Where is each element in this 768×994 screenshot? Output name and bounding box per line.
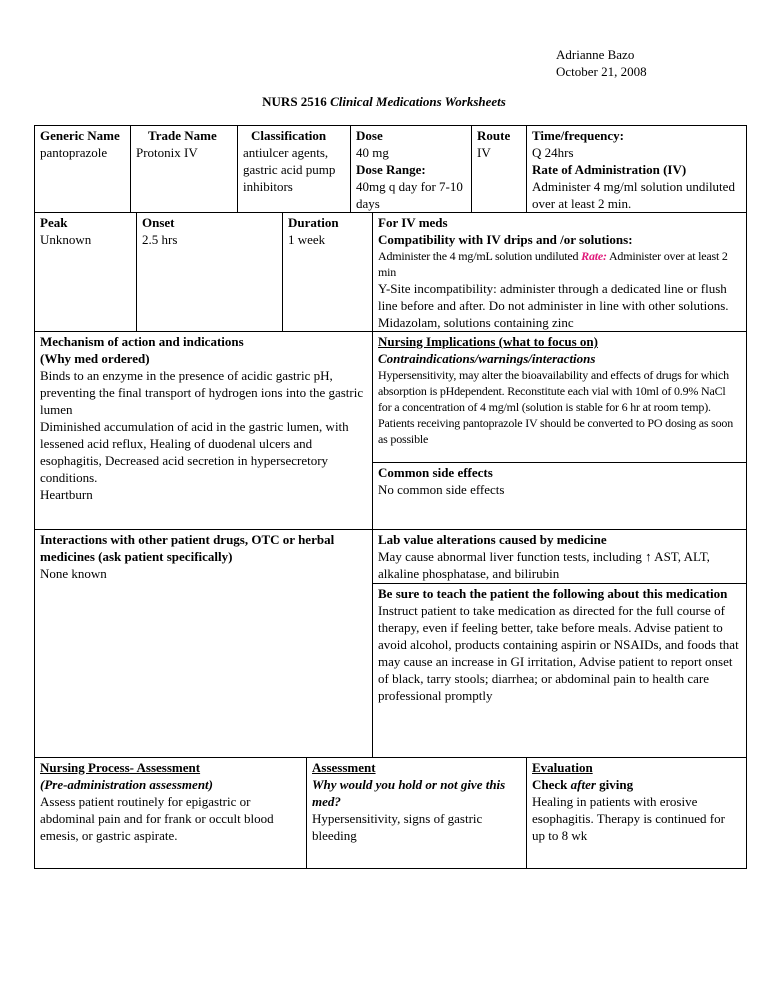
eval-sub2: giving <box>595 777 634 792</box>
peak-label: Peak <box>40 215 68 230</box>
trade-label: Trade Name <box>148 128 217 143</box>
route-cell <box>471 125 527 213</box>
page-title <box>0 93 768 110</box>
generic-name-cell <box>34 125 131 213</box>
time-value: Q 24hrs <box>532 145 574 160</box>
generic-label: Generic Name <box>40 128 120 143</box>
interactions-cell <box>34 529 373 758</box>
title-course: NURS 2516 <box>262 94 327 109</box>
route-value: IV <box>477 145 491 160</box>
eval-text: Healing in patients with erosive esophagitis. Therapy is continued for up to 8 wk <box>532 794 725 843</box>
mech-text: Binds to an enzyme in the presence of acidic gastric pH, preventing the final transport of hydrogen ions into the gastric lumen <box>40 368 364 417</box>
compat-text1: Administer the 4 mg/mL solution undiluted <box>378 249 582 263</box>
teach-text: Instruct patient to take medication as directed for the full course of therapy, even if feeling better, take before meals. Advise patient to avoid alcohol, products containing aspirin or NSAIDs, and foods that may cause an increase in GI irritation, Advise patient to report onset of black, tarry stools; diarrhea; or abdominal pain to health care professional promptly <box>378 603 739 703</box>
assess-sub: Why would you hold or not give this med? <box>312 777 506 809</box>
mech-text3: Heartburn <box>40 487 93 502</box>
assessment-cell <box>306 757 527 869</box>
eval-sub-after: after <box>570 777 596 792</box>
np-text: Assess patient routinely for epigastric or abdominal pain and for frank or occult blood emesis, or gastric aspirate. <box>40 794 274 843</box>
eval-label: Evaluation <box>532 760 593 775</box>
inter-text: None known <box>40 566 107 581</box>
np-sub: (Pre-administration assessment) <box>40 777 213 792</box>
route-label: Route <box>477 128 511 143</box>
compat-rate: Rate: <box>581 249 607 263</box>
trade-name-cell <box>130 125 238 213</box>
mech-label2: (Why med ordered) <box>40 351 150 366</box>
title-rest: Clinical Medications Worksheets <box>326 94 506 109</box>
teach-label: Be sure to teach the patient the following about this medication <box>378 586 728 601</box>
onset-label: Onset <box>142 215 175 230</box>
class-value: antiulcer agents, gastric acid pump inhibitors <box>243 145 336 194</box>
side-label: Common side effects <box>378 465 493 480</box>
assess-label: Assessment <box>312 760 376 775</box>
author-name: Adrianne Bazo <box>556 47 635 62</box>
iv-meds-label: For IV meds <box>378 215 448 230</box>
dose-range-label: Dose Range: <box>356 162 426 177</box>
iv-meds-cell <box>372 212 747 332</box>
mechanism-cell <box>34 331 373 530</box>
onset-value: 2.5 hrs <box>142 232 178 247</box>
time-label: Time/frequency: <box>532 128 624 143</box>
contra-text: Hypersensitivity, may alter the bioavailability and effects of drugs for which absorption is pHdependent. Reconstitute each vial with 10ml of 0.9% NaCl for a concentration of 4 mg/ml (solution is stable for 6 hr at room temp). Patients receiving pantoprazole IV should be converted to PO dosing as soon as possible <box>378 368 734 446</box>
generic-value: pantoprazole <box>40 145 108 160</box>
mech-text2: Diminished accumulation of acid in the gastric lumen, with lessened acid reflux, Healing of duodenal ulcers and esophagitis, Decreased acid secretion in hypersecretory conditions. <box>40 419 349 485</box>
classification-cell <box>237 125 351 213</box>
dose-range-value: 40mg q day for 7-10 days <box>356 179 463 211</box>
dose-label: Dose <box>356 128 383 143</box>
compat-text2: Administer over at least 2 min <box>378 249 728 279</box>
nursing-process-cell <box>34 757 307 869</box>
compat-text3: Y-Site incompatibility: administer through a dedicated line or flush line before and after. Do not administer in line with other solutions. Midazolam, solutions containing zinc <box>378 281 729 330</box>
evaluation-cell <box>526 757 747 869</box>
side-text: No common side effects <box>378 482 505 497</box>
onset-cell <box>136 212 283 332</box>
lab-text: May cause abnormal liver function tests, including ↑ AST, ALT, alkaline phosphatase, and bilirubin <box>378 549 710 581</box>
time-frequency-cell <box>526 125 747 213</box>
eval-sub1: Check <box>532 777 571 792</box>
header-date: October 21, 2008 <box>556 64 647 79</box>
duration-label: Duration <box>288 215 339 230</box>
rate-label: Rate of Administration (IV) <box>532 162 687 177</box>
assess-text: Hypersensitivity, signs of gastric bleeding <box>312 811 483 843</box>
peak-value: Unknown <box>40 232 92 247</box>
header-block <box>556 46 647 80</box>
np-label: Nursing Process- Assessment <box>40 760 201 775</box>
lab-values-cell <box>372 529 747 584</box>
mech-label1: Mechanism of action and indications <box>40 334 244 349</box>
nursing-label: Nursing Implications (what to focus on) <box>378 334 598 349</box>
compat-label: Compatibility with IV drips and /or solutions: <box>378 232 633 247</box>
dose-cell <box>350 125 472 213</box>
contra-label: Contraindications/warnings/interactions <box>378 351 596 366</box>
nursing-implications-cell <box>372 331 747 463</box>
dose-value: 40 mg <box>356 145 389 160</box>
side-effects-cell <box>372 462 747 530</box>
peak-cell <box>34 212 137 332</box>
class-label: Classification <box>251 128 327 143</box>
trade-value: Protonix IV <box>136 145 198 160</box>
duration-value: 1 week <box>288 232 326 247</box>
lab-label: Lab value alterations caused by medicine <box>378 532 607 547</box>
inter-label: Interactions with other patient drugs, OTC or herbal medicines (ask patient specifically) <box>40 532 335 564</box>
duration-cell <box>282 212 373 332</box>
rate-value: Administer 4 mg/ml solution undiluted over at least 2 min. <box>532 179 735 211</box>
teach-patient-cell <box>372 583 747 758</box>
